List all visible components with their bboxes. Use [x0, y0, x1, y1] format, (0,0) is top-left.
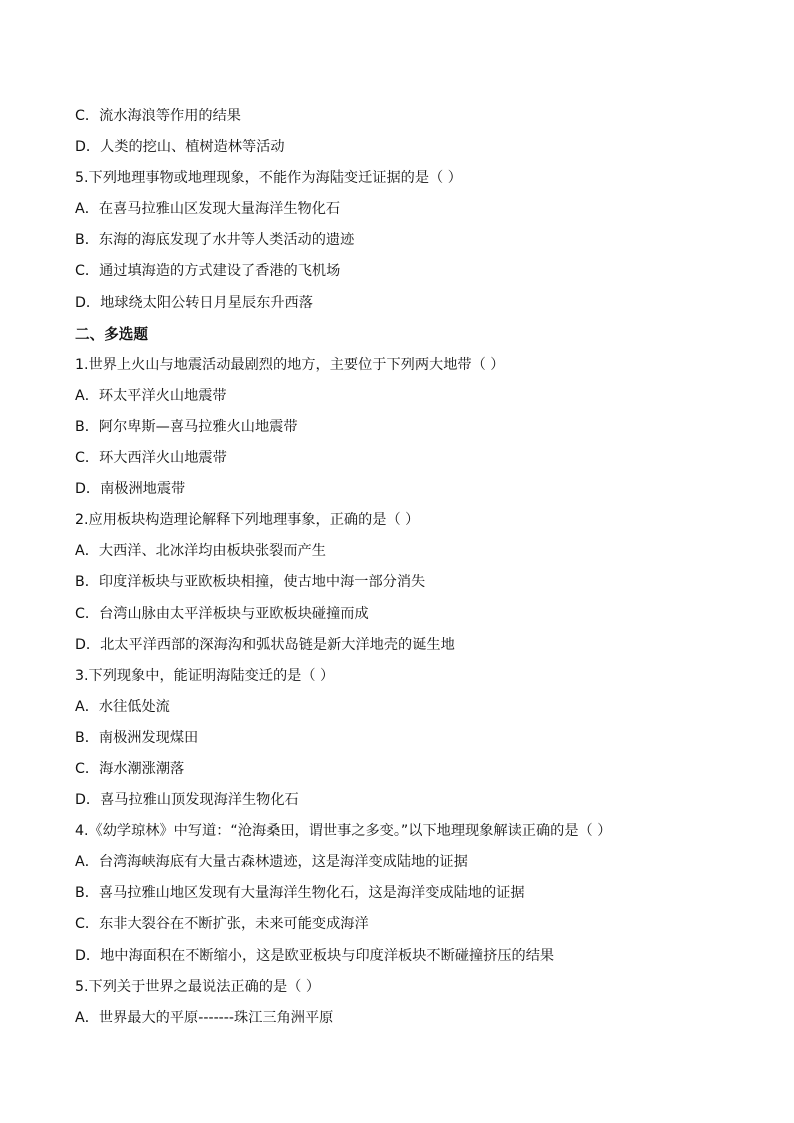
section-heading: 二、多选题: [75, 325, 148, 343]
option-line: C．海水潮涨潮落: [75, 760, 185, 777]
option-line: D．北太平洋西部的深海沟和弧状岛链是新大洋地壳的诞生地: [75, 636, 455, 653]
option-line: A．世界最大的平原-------珠江三角洲平原: [75, 1009, 334, 1026]
option-line: D．地中海面积在不断缩小，这是欧亚板块与印度洋板块不断碰撞挤压的结果: [75, 947, 555, 964]
option-line: D．人类的挖山、植树造林等活动: [75, 139, 285, 156]
option-line: C．流水海浪等作用的结果: [75, 108, 241, 124]
question-line: 2.应用板块构造理论解释下列地理事象，正确的是（ ）: [75, 512, 420, 529]
question-line: 5.下列地理事物或地理现象，不能作为海陆变迁证据的是（ ）: [75, 170, 462, 187]
option-line: C．环大西洋火山地震带: [75, 450, 227, 467]
option-line: B．东海的海底发现了水井等人类活动的遗迹: [75, 232, 355, 249]
option-line: B．印度洋板块与亚欧板块相撞，使古地中海一部分消失: [75, 574, 426, 591]
option-line: A．台湾海峡海底有大量古森林遗迹，这是海洋变成陆地的证据: [75, 854, 468, 871]
option-line: A．在喜马拉雅山区发现大量海洋生物化石: [75, 201, 341, 218]
option-line: B．南极洲发现煤田: [75, 729, 199, 746]
option-line: C．东非大裂谷在不断扩张，未来可能变成海洋: [75, 916, 369, 933]
option-line: D．地球绕太阳公转日月星辰东升西落: [75, 294, 313, 311]
option-line: C．通过填海造的方式建设了香港的飞机场: [75, 263, 341, 280]
option-line: D．喜马拉雅山顶发现海洋生物化石: [75, 792, 299, 809]
question-line: 3.下列现象中，能证明海陆变迁的是（ ）: [75, 667, 335, 684]
question-line: 4.《幼学琼林》中写道：“沧海桑田，谓世事之多变。”以下地理现象解读正确的是（ ）: [75, 823, 612, 840]
option-line: B．阿尔卑斯—喜马拉雅火山地震带: [75, 418, 298, 435]
question-line: 1.世界上火山与地震活动最剧烈的地方，主要位于下列两大地带（ ）: [75, 356, 505, 373]
question-line: 5.下列关于世界之最说法正确的是（ ）: [75, 978, 321, 995]
option-line: C．台湾山脉由太平洋板块与亚欧板块碰撞而成: [75, 605, 369, 622]
option-line: D．南极洲地震带: [75, 481, 186, 498]
option-line: A．大西洋、北冰洋均由板块张裂而产生: [75, 543, 326, 560]
option-line: A．水往低处流: [75, 698, 170, 715]
option-line: B．喜马拉雅山地区发现有大量海洋生物化石，这是海洋变成陆地的证据: [75, 885, 525, 902]
option-line: A．环太平洋火山地震带: [75, 387, 227, 404]
